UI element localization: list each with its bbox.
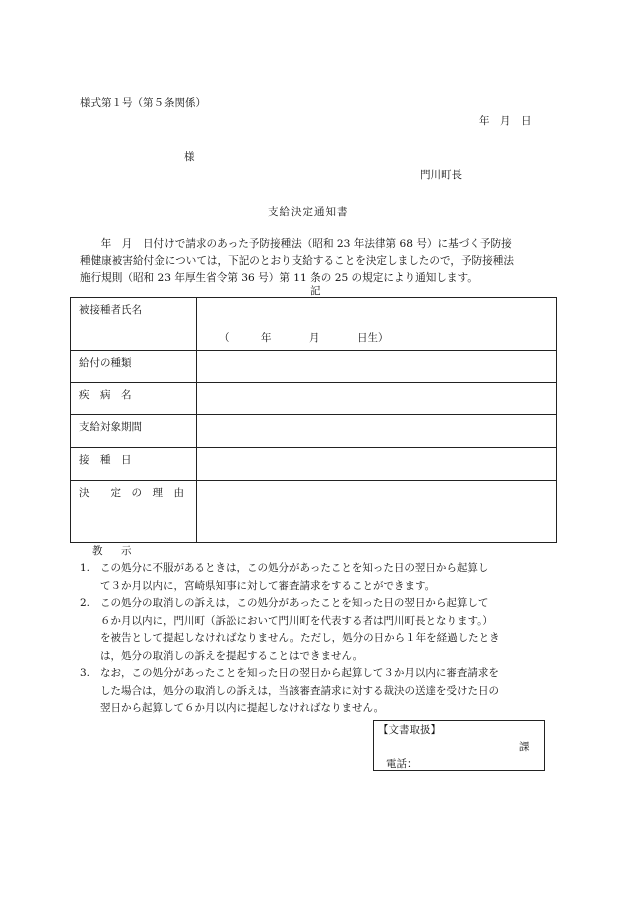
birth-month: 月 — [309, 332, 320, 344]
list-item — [80, 595, 550, 665]
instructions-heading: 教 示 — [92, 545, 136, 557]
item-number: 2. — [80, 597, 91, 609]
birth-day: 日生） — [357, 332, 389, 344]
item-line: は，処分の取消しの訴えを提起することはできません。 — [100, 649, 364, 662]
row-label: 給付の種類 — [71, 351, 197, 383]
handler-title: 【文書取扱】 — [378, 724, 441, 736]
handler-phone: 電話： — [386, 758, 418, 770]
list-item — [80, 665, 550, 718]
handler-section: 課 — [519, 741, 530, 753]
list-item — [80, 560, 550, 595]
item-line: て３か月以内に，宮崎県知事に対して審査請求をすることができます。 — [100, 579, 436, 592]
document-handler-box — [373, 720, 545, 771]
table-row — [71, 415, 557, 448]
vaccination-date-cell — [197, 448, 557, 481]
addressee-honorific: 様 — [184, 151, 195, 163]
instructions-list — [80, 560, 550, 718]
ki-label: 記 — [310, 285, 321, 297]
form-number: 様式第１号（第５条関係） — [80, 97, 206, 109]
item-number: 1. — [80, 562, 91, 574]
item-line: なお，この処分があったことを知った日の翌日から起算して３か月以内に審査請求を — [100, 667, 499, 679]
issuer-name: 門川町長 — [420, 169, 462, 181]
document-title: 支給決定通知書 — [268, 206, 349, 218]
row-label: 決 定 の 理 由 — [71, 481, 197, 543]
body-line: 施行規則（昭和 23 年厚生省令第 36 号）第 11 条の 25 の規定により通知します。 — [80, 272, 478, 284]
item-line: この処分の取消しの訴えは，この処分があったことを知った日の翌日から起算して — [100, 597, 489, 609]
item-line: この処分に不服があるときは，この処分があったことを知った日の翌日から起算し — [100, 562, 489, 574]
row-label: 接 種 日 — [71, 448, 197, 481]
issue-date: 年 月 日 — [479, 115, 532, 127]
table-row — [71, 448, 557, 481]
benefit-type-cell — [197, 351, 557, 383]
item-line: ６か月以内に，門川町（訴訟において門川町を代表する者は門川町長となります。） — [100, 614, 493, 627]
disease-cell — [197, 383, 557, 415]
body-paragraph — [80, 236, 556, 287]
table-row — [71, 383, 557, 415]
period-cell — [197, 415, 557, 448]
table-row — [71, 298, 557, 351]
row-label: 被接種者氏名 — [71, 298, 197, 351]
item-number: 3. — [80, 667, 91, 679]
birth-year: 年 — [261, 332, 272, 344]
row-label: 支給対象期間 — [71, 415, 197, 448]
recipient-name-cell — [197, 298, 557, 351]
table-row — [71, 351, 557, 383]
benefit-table — [70, 297, 557, 543]
body-line: 種健康被害給付金については，下記のとおり支給することを決定しましたので，予防接種法 — [80, 255, 514, 267]
item-line: 翌日から起算して６か月以内に提起しなければなりません。 — [100, 702, 385, 714]
decision-reason-cell — [197, 481, 557, 543]
item-line: した場合は，処分の取消しの訴えは，当該審査請求に対する裁決の送達を受けた日の — [100, 684, 499, 697]
birth-open: （ — [219, 332, 230, 344]
birthdate-line — [197, 298, 556, 350]
table-row — [71, 481, 557, 543]
body-line: 年 月 日付けで請求のあった予防接種法（昭和 23 年法律第 68 号）に基づく予防接 — [90, 238, 512, 250]
row-label: 疾 病 名 — [71, 383, 197, 415]
item-line: を被告として提起しなければなりません。ただし，処分の日から１年を経過したとき — [100, 632, 500, 644]
